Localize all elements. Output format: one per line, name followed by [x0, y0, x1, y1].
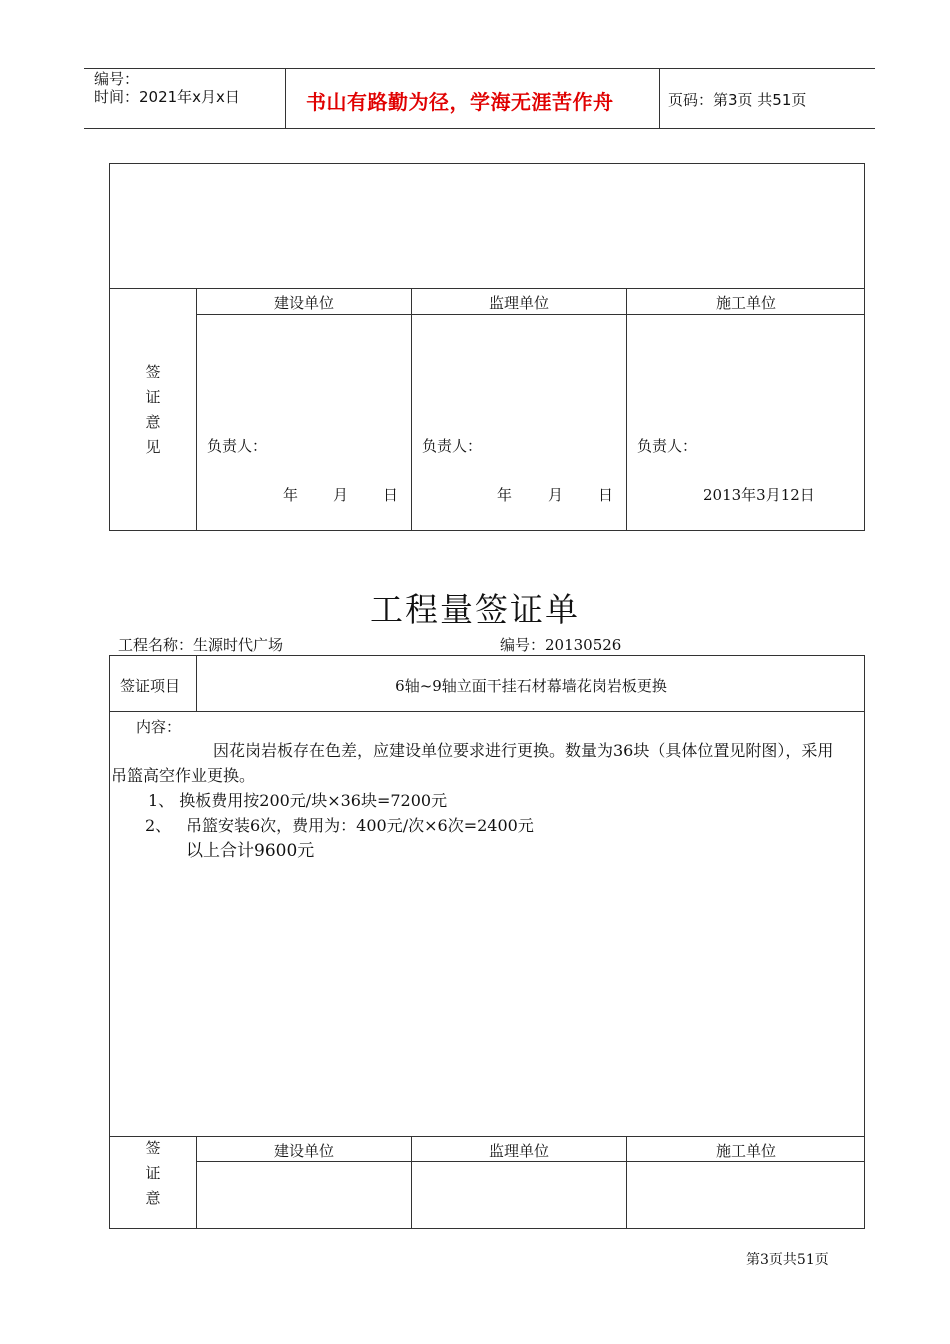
top-col-header-contractor: 施工单位	[715, 294, 776, 312]
header-top-rule	[84, 68, 875, 69]
content-paragraph-line1: 因花岗岩板存在色差，应建设单位要求进行更换。数量为36块（具体位置见附图），采用	[213, 741, 834, 760]
project-name: 工程名称：生源时代广场	[118, 636, 284, 654]
bottom-table-header-divider	[197, 1161, 865, 1162]
content-total: 以上合计9600元	[186, 841, 315, 861]
bottom-row-label	[143, 1136, 163, 1211]
date-year-1: 年	[283, 486, 299, 504]
bottom-col-header-construction: 建设单位	[273, 1142, 334, 1160]
item-label: 签证项目	[120, 677, 181, 695]
form-number: 编号：20130526	[500, 636, 622, 654]
header-bottom-rule	[84, 128, 875, 129]
row-label-char: 意	[145, 413, 161, 431]
content-label: 内容：	[136, 718, 182, 736]
top-col-header-construction: 建设单位	[273, 294, 334, 312]
bottom-col-header-contractor: 施工单位	[715, 1142, 776, 1160]
responsible-label-1: 负责人：	[207, 437, 268, 455]
top-table-row-divider	[109, 288, 865, 289]
header-number-label: 编号：	[94, 70, 140, 88]
top-col-header-supervision: 监理单位	[488, 294, 549, 312]
responsible-label-2: 负责人：	[422, 437, 483, 455]
date-month-2: 月	[548, 486, 564, 504]
row-label-char: 证	[145, 1164, 161, 1182]
row-label-char: 见	[145, 438, 161, 456]
top-row-label	[143, 360, 163, 460]
top-table-col-divider-2	[411, 288, 412, 531]
content-item-2: 吊篮安装6次，费用为：400元/次×6次=2400元	[186, 816, 534, 835]
row-label-char: 意	[145, 1189, 161, 1207]
top-table	[109, 163, 865, 531]
top-table-col-divider-3	[626, 288, 627, 531]
header-page-label: 页码：第3页 共51页	[668, 91, 807, 109]
date-day-1: 日	[383, 486, 399, 504]
main-table-item-divider	[109, 711, 865, 712]
item-value: 6轴~9轴立面干挂石材幕墙花岗岩板更换	[395, 677, 667, 695]
form-title: 工程量签证单	[370, 590, 580, 629]
content-item-2-number: 2、	[145, 816, 172, 835]
top-table-header-divider	[197, 314, 865, 315]
footer-page-number: 第3页共51页	[746, 1252, 829, 1268]
header-time-label: 时间：2021年x月x日	[94, 88, 240, 106]
header-motto: 书山有路勤为径，学海无涯苦作舟	[306, 90, 614, 114]
bottom-col-header-supervision: 监理单位	[488, 1142, 549, 1160]
row-label-char: 签	[145, 1139, 161, 1157]
date-day-2: 日	[598, 486, 614, 504]
row-label-char: 证	[145, 388, 161, 406]
date-month-1: 月	[333, 486, 349, 504]
content-paragraph-line2: 吊篮高空作业更换。	[111, 766, 256, 785]
top-table-col-divider-1	[196, 288, 197, 531]
date-year-2: 年	[497, 486, 513, 504]
responsible-label-3: 负责人：	[637, 437, 698, 455]
signed-date: 2013年3月12日	[703, 486, 815, 504]
row-label-char: 签	[145, 363, 161, 381]
bottom-table-top-divider	[109, 1136, 865, 1137]
header-divider-1	[285, 68, 286, 129]
content-item-1: 1、 换板费用按200元/块×36块=7200元	[148, 791, 448, 810]
header-divider-2	[659, 68, 660, 129]
